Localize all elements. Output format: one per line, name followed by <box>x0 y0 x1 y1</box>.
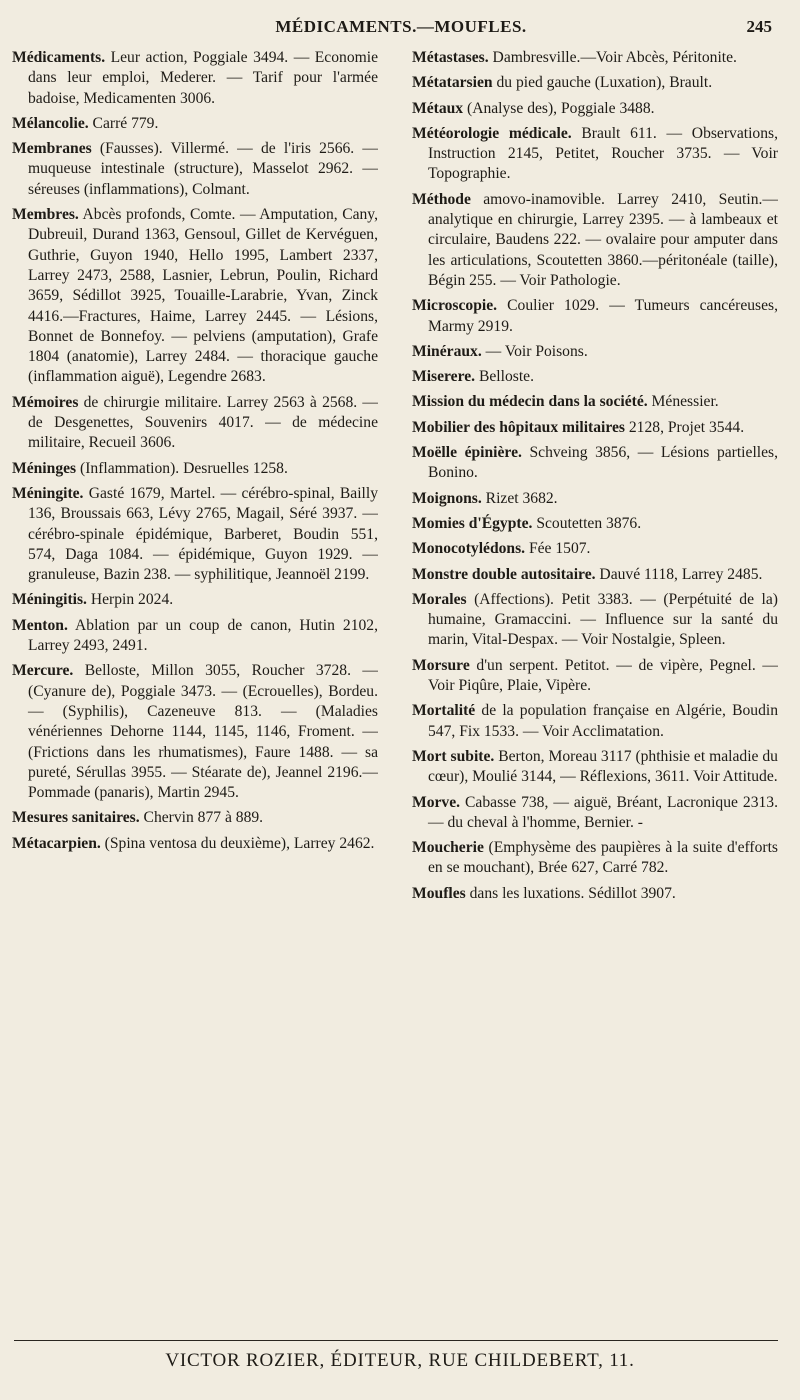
entry-references: Scoutetten 3876. <box>532 514 642 532</box>
index-entry <box>12 484 378 585</box>
entry-references: d'un serpent. Petitot. — de vipère, Pegnel. — Voir Piqûre, Plaie, Vipère. <box>428 656 778 695</box>
index-entry <box>412 539 778 559</box>
entry-references: du pied gauche (Luxation), Brault. <box>492 74 713 92</box>
entry-term: Mercure. <box>12 662 74 680</box>
index-entry <box>412 656 778 697</box>
entry-references: Coulier 1029. — Tumeurs cancéreuses, Marmy 2919. <box>428 297 778 335</box>
entry-term: Mesures sanitaires. <box>12 809 140 827</box>
entry-term: Menton. <box>12 616 68 634</box>
entry-references: amovo-inamovible. Larrey 2410, Seutin.— analytique en chirurgie, Larrey 2395. — à lambeaux et circulaire, Baudens 222. — ovalaire pour amputer dans les articulations, Scoutetten 3860.—péritonéale (taille), Bégin 255. — Voir Pathologie. <box>428 190 778 289</box>
index-entry <box>412 190 778 291</box>
entry-references: Dauvé 1118, Larrey 2485. <box>595 565 763 583</box>
index-entry <box>412 367 778 387</box>
index-entry <box>412 73 778 93</box>
index-entry <box>12 834 378 854</box>
index-entry <box>412 701 778 742</box>
entry-term: Méninges <box>12 459 77 477</box>
entry-term: Monocotylédons. <box>412 540 526 558</box>
entry-references: Schveing 3856, — Lésions partielles, Bonino. <box>428 444 778 482</box>
entry-references: (Inflammation). Desruelles 1258. <box>76 459 288 477</box>
index-entry <box>412 793 778 834</box>
entry-term: Météorologie médicale. <box>412 124 572 142</box>
index-columns <box>12 48 778 1338</box>
entry-term: Mort subite. <box>412 747 495 765</box>
entry-term: Microscopie. <box>412 297 498 315</box>
index-entry <box>412 443 778 484</box>
index-entry <box>412 418 778 438</box>
index-entry <box>12 808 378 828</box>
entry-term: Mission du médecin dans la société. <box>412 393 648 411</box>
index-entry <box>412 489 778 509</box>
entry-references: Cabasse 738, — aiguë, Bréant, Lacronique 2313. — du cheval à l'homme, Bernier. - <box>428 793 778 831</box>
entry-term: Méningite. <box>12 484 84 502</box>
index-entry <box>12 48 378 109</box>
index-entry <box>412 392 778 412</box>
entry-references: (Fausses). Villermé. — de l'iris 2566. — muqueuse intestinale (structure), Masselot 2962. — séreuses (inflammations), Colmant. <box>28 140 378 198</box>
footer-rule <box>14 1340 778 1341</box>
index-entry <box>412 884 778 904</box>
index-entry <box>12 661 378 803</box>
entry-term: Métatarsien <box>412 74 493 92</box>
entry-references: (Spina ventosa du deuxième), Larrey 2462. <box>100 834 375 852</box>
entry-references: — Voir Poisons. <box>481 342 588 360</box>
index-entry <box>12 616 378 657</box>
index-entry <box>12 114 378 134</box>
index-entry <box>12 590 378 610</box>
entry-references: Dambresville.—Voir Abcès, Péritonite. <box>488 49 737 66</box>
entry-term: Morsure <box>412 656 470 674</box>
entry-term: Momies d'Égypte. <box>412 514 533 532</box>
entry-term: Mobilier des hôpitaux militaires <box>412 418 625 436</box>
index-entry <box>12 205 378 388</box>
entry-references: de chirurgie militaire. Larrey 2563 à 2568. — de Desgenettes, Souvenirs 4017. — de médecine militaire, Recueil 3606. <box>28 393 378 452</box>
entry-references: Brault 611. — Observations, Instruction 2145, Petitet, Roucher 3735. — Voir Topographie. <box>428 124 778 183</box>
entry-term: Métacarpien. <box>12 834 101 852</box>
index-entry <box>412 747 778 788</box>
index-entry <box>412 838 778 879</box>
entry-term: Moucherie <box>412 839 484 857</box>
entry-term: Mortalité <box>412 702 476 720</box>
index-entry <box>412 590 778 651</box>
entry-references: Fée 1507. <box>525 540 591 558</box>
entry-references: de la population française en Algérie, Boudin 547, Fix 1533. — Voir Acclimatation. <box>428 702 778 740</box>
entry-term: Membres. <box>12 206 79 224</box>
entry-references: Chervin 877 à 889. <box>139 809 264 827</box>
entry-term: Mélancolie. <box>12 114 89 132</box>
entry-term: Moignons. <box>412 489 482 507</box>
index-entry <box>12 459 378 479</box>
entry-term: Métastases. <box>412 49 489 66</box>
index-entry <box>12 139 378 200</box>
entry-term: Morales <box>412 590 467 608</box>
running-title: MÉDICAMENTS.—MOUFLES. <box>275 17 527 36</box>
entry-term: Méthode <box>412 190 471 208</box>
page-number: 245 <box>746 17 772 36</box>
running-header <box>30 14 772 40</box>
entry-term: Miserere. <box>412 368 476 386</box>
index-entry <box>412 124 778 185</box>
entry-term: Minéraux. <box>412 342 482 360</box>
index-entry <box>412 296 778 337</box>
index-entry <box>12 393 378 454</box>
entry-term: Morve. <box>412 793 461 811</box>
entry-references: Abcès profonds, Comte. — Amputation, Cany, Dubreuil, Durand 1363, Gensoul, Gillet de Kervéguen, Guthrie, Guyon 1940, Hello 1995, Lambert 2337, Larrey 2473, 2588, Lasnier, Lebrun, Poulin, Richard 3659, Sédillot 3925, Touaille-Larabrie, Yvan, Zinck 4416.—Fractures, Haime, Larrey 2445. — Lésions, Bonnet de Bonnefoy. — pelviens (amputation), Grafe 1804 (anatomie), Larrey 2484. — thoracique gauche (inflammation aiguë), Legendre 2683. <box>28 206 378 386</box>
entry-references: 2128, Projet 3544. <box>624 418 745 436</box>
entry-references: Herpin 2024. <box>86 591 174 609</box>
entry-references: Belloste. <box>475 368 534 386</box>
index-entry <box>412 565 778 585</box>
entry-term: Médicaments. <box>12 49 106 66</box>
entry-references: Leur action, Poggiale 3494. — Economie dans leur emploi, Mederer. — Tarif pour l'armée badoise, Medicamenten 3006. <box>28 49 378 107</box>
entry-references: (Analyse des), Poggiale 3488. <box>463 99 655 117</box>
right-column <box>412 48 778 1338</box>
left-column <box>12 48 378 1338</box>
entry-references: (Emphysème des paupières à la suite d'efforts en se mouchant), Brée 627, Carré 782. <box>428 839 778 877</box>
index-entry <box>412 342 778 362</box>
entry-references: Gasté 1679, Martel. — cérébro-spinal, Bailly 136, Broussais 663, Lévy 2765, Magail, Séré 3937. — cérébro-spinale épidémique, Barberet, Boudin 551, 574, Daga 1084. — épidémique, Guyon 1929. — granuleuse, Bazin 238. — syphilitique, Jeannoël 2199. <box>28 484 378 584</box>
entry-term: Méningitis. <box>12 591 87 609</box>
entry-references: Ménessier. <box>647 393 719 411</box>
publisher-footer: VICTOR ROZIER, ÉDITEUR, RUE CHILDEBERT, 11. <box>165 1350 635 1371</box>
entry-term: Moufles <box>412 884 466 902</box>
index-entry <box>412 48 778 68</box>
entry-references: dans les luxations. Sédillot 3907. <box>465 884 676 902</box>
entry-term: Monstre double autositaire. <box>412 565 596 583</box>
entry-references: (Affections). Petit 3383. — (Perpétuité de la) humaine, Gramaccini. — Influence sur la santé du marin, Vital-Despax. — Voir Nostalgie, Spleen. <box>428 590 778 649</box>
entry-term: Mémoires <box>12 393 79 411</box>
entry-references: Ablation par un coup de canon, Hutin 2102, Larrey 2493, 2491. <box>28 616 378 655</box>
entry-term: Membranes <box>12 140 92 158</box>
entry-term: Moëlle épinière. <box>412 444 522 462</box>
entry-references: Belloste, Millon 3055, Roucher 3728. — (Cyanure de), Poggiale 3473. — (Ecrouelles), Bordeu. — (Syphilis), Cazeneuve 813. — (Maladies vénériennes Dehorne 1144, 1145, 1146, Froment. — (Frictions dans les rhumatismes), Faure 1488. — sa pureté, Sérullas 3955. — Stéarate de), Jeannel 2196.—Pommade (panaris), Martin 2945. <box>28 662 378 802</box>
entry-term: Métaux <box>412 99 464 117</box>
index-entry <box>412 514 778 534</box>
entry-references: Rizet 3682. <box>481 489 558 507</box>
entry-references: Berton, Moreau 3117 (phthisie et maladie du cœur), Moulié 3144, — Réflexions, 3611. Voir Attitude. <box>428 747 778 786</box>
entry-references: Carré 779. <box>88 114 159 132</box>
index-entry <box>412 99 778 119</box>
